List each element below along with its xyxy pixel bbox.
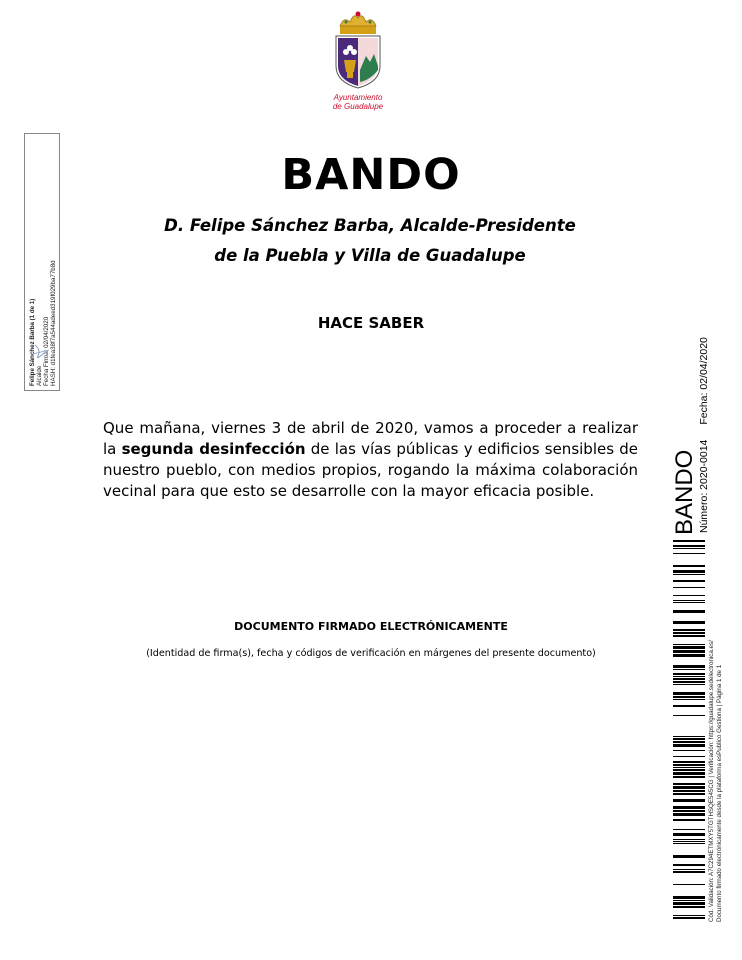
subtitle-line1: D. Felipe Sánchez Barba, Alcalde-Presidente — [164, 216, 576, 235]
logo-text-line1: Ayuntamiento — [333, 93, 383, 102]
subtitle-line2: de la Puebla y Villa de Guadalupe — [214, 246, 526, 265]
body-text-part1: Que mañana, viernes 3 de abril de 2020, vamos a proceder a realizar la — [103, 419, 638, 458]
signer-role: Alcalde — [36, 365, 43, 386]
document-title: BANDO — [281, 150, 461, 200]
signer-name: Felipe Sánchez Barba (1 de 1) — [29, 298, 36, 386]
announcement-body — [103, 418, 638, 502]
hace-saber-heading: HACE SABER — [317, 314, 425, 332]
barcode-icon — [673, 540, 705, 924]
electronic-signature-note: (Identidad de firma(s), fecha y códigos de verificación en márgenes del presente documento) — [146, 648, 596, 659]
margin-number-date — [698, 313, 710, 533]
body-text-bold: segunda desinfección — [121, 440, 306, 458]
signature-scribble-icon — [31, 342, 53, 362]
margin-validation — [708, 522, 724, 922]
signature-hash: HASH: d1fea38f7a544adeed319f029ba77b8d — [50, 260, 57, 386]
body-text-part2: de las vías públicas y edificios sensibles de nuestro pueblo, con medios propios, rogando la máxima colaboración vecinal para que esto se desarrolle con la mayor eficacia posible. — [103, 440, 638, 500]
validation-platform-line: Documento firmado electrónicamente desde la plataforma esPublico Gestiona | Página 1 de 1 — [716, 664, 723, 922]
margin-doc-type: BANDO — [671, 449, 698, 535]
margin-number: Número: 2020-0014 — [698, 439, 710, 533]
signature-date: Fecha Firma: 02/04/2020 — [43, 316, 50, 386]
electronic-signature-title: DOCUMENTO FIRMADO ELECTRÓNICAMENTE — [234, 620, 508, 633]
municipal-logo — [318, 10, 398, 110]
logo-text-line2: de Guadalupe — [332, 102, 384, 111]
margin-date: Fecha: 02/04/2020 — [698, 337, 710, 425]
validation-code-line: Cód. Validación: A7C294ETMXY5TGTHSQE545CG | Verificación: https://guadalupe.sedelectronica.es/ — [708, 640, 715, 922]
coat-of-arms-icon — [330, 10, 386, 92]
